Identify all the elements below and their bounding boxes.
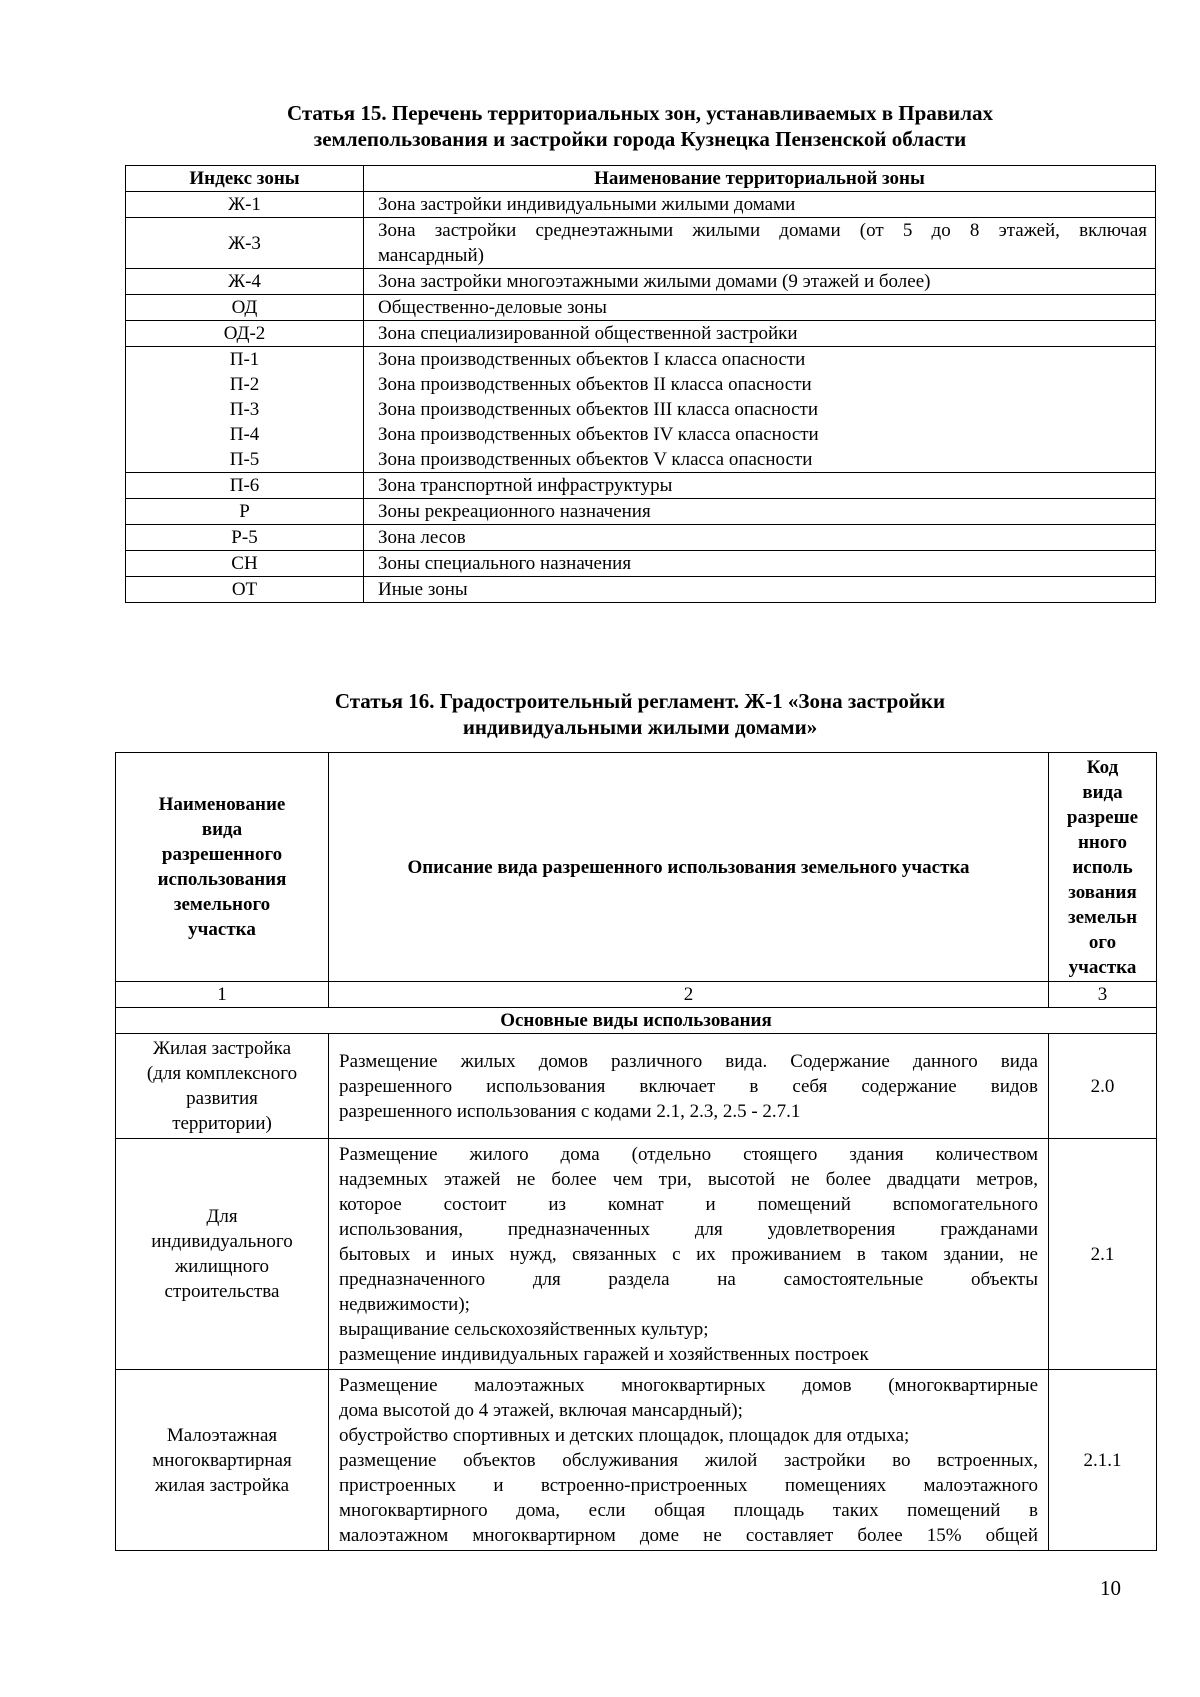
zone-name: Зона производственных объектов V класса опасности bbox=[378, 449, 813, 470]
page-number: 10 bbox=[1100, 1576, 1121, 1600]
zones-table bbox=[125, 165, 1156, 603]
header-line: участка bbox=[188, 919, 256, 940]
table-row bbox=[116, 1370, 1157, 1551]
description-line: дома высотой до 4 этажей, включая мансардный); bbox=[339, 1399, 743, 1421]
use-code: 2.1.1 bbox=[1049, 1370, 1157, 1551]
zone-index: Р-5 bbox=[126, 525, 364, 551]
zone-index: П-6 bbox=[126, 473, 364, 499]
article-16-title-line2: индивидуальными жилыми домами» bbox=[462, 715, 818, 739]
header-line: участка bbox=[1068, 956, 1137, 978]
description-line: Размещение жилых домов различного вида. Содержание данного вида bbox=[339, 1050, 1038, 1072]
use-name bbox=[116, 1034, 329, 1139]
description-line: многоквартирного дома, если общая площадь таких помещений в bbox=[339, 1499, 1038, 1521]
column-numbers-row bbox=[116, 982, 1157, 1008]
description-line: Размещение малоэтажных многоквартирных домов (многоквартирные bbox=[339, 1374, 1038, 1396]
use-name-line: развития bbox=[186, 1088, 258, 1109]
use-name-line: жилищного bbox=[174, 1256, 270, 1277]
zone-index: ОТ bbox=[126, 577, 364, 603]
table-row bbox=[116, 1034, 1157, 1139]
zone-name: Зоны рекреационного назначения bbox=[364, 499, 1156, 525]
header-line: использования bbox=[157, 869, 287, 890]
header-line: вида bbox=[201, 819, 243, 840]
section-row bbox=[116, 1008, 1157, 1034]
use-description bbox=[329, 1034, 1049, 1139]
use-name-line: многоквартирная bbox=[152, 1449, 292, 1471]
column-number: 1 bbox=[116, 982, 329, 1008]
regulation-table-header bbox=[116, 753, 1157, 982]
col-header-name: Наименование территориальной зоны bbox=[364, 166, 1156, 192]
use-name-line: (для комплексного bbox=[146, 1063, 298, 1084]
use-code: 2.0 bbox=[1049, 1034, 1157, 1139]
zone-index: Ж-3 bbox=[126, 218, 364, 269]
header-line: Наименование bbox=[158, 794, 286, 815]
zone-name: Общественно-деловые зоны bbox=[364, 295, 1156, 321]
description-line: пристроенных и встроенно-пристроенных помещениях малоэтажного bbox=[339, 1474, 1038, 1496]
zone-name bbox=[364, 218, 1156, 269]
article-15-title bbox=[125, 100, 1155, 152]
header-line: ого bbox=[1088, 931, 1117, 953]
description-line: разрешенного использования с кодами 2.1, 2.3, 2.5 - 2.7.1 bbox=[339, 1100, 801, 1122]
zone-name: Зона транспортной инфраструктуры bbox=[364, 473, 1156, 499]
zone-name: Зона производственных объектов I класса опасности bbox=[378, 349, 806, 370]
zone-index: ОД-2 bbox=[126, 321, 364, 347]
table-row bbox=[126, 269, 1156, 295]
use-name-line: Для bbox=[206, 1206, 238, 1227]
zone-name: Зона застройки индивидуальными жилыми домами bbox=[364, 192, 1156, 218]
table-row bbox=[126, 551, 1156, 577]
use-name-line: Жилая застройка bbox=[152, 1038, 292, 1059]
use-description bbox=[329, 1370, 1049, 1551]
header-line: земельн bbox=[1067, 906, 1138, 928]
table-row bbox=[126, 577, 1156, 603]
zone-name: Зона застройки многоэтажными жилыми домами (9 этажей и более) bbox=[364, 269, 1156, 295]
zone-name: Зоны специального назначения bbox=[364, 551, 1156, 577]
zone-index: П-3 bbox=[229, 399, 260, 420]
zone-index: П-4 bbox=[229, 424, 260, 445]
zone-index: П-1 bbox=[229, 349, 260, 370]
zone-index: П-2 bbox=[229, 374, 260, 395]
description-line: предназначенного для раздела на самостоятельные объекты bbox=[339, 1268, 1038, 1290]
header-line: разреше bbox=[1066, 806, 1139, 828]
table-row bbox=[126, 347, 1156, 473]
header-line: нного bbox=[1077, 831, 1128, 853]
description-line: надземных этажей не более чем три, высотой не более двадцати метров, bbox=[339, 1168, 1038, 1190]
col-header-index: Индекс зоны bbox=[126, 166, 364, 192]
section-title: Основные виды использования bbox=[116, 1008, 1157, 1034]
regulation-table bbox=[115, 752, 1157, 1551]
zone-name: Зона специализированной общественной застройки bbox=[364, 321, 1156, 347]
zone-name-line: мансардный) bbox=[378, 245, 484, 266]
zone-index: Ж-4 bbox=[126, 269, 364, 295]
table-row bbox=[126, 321, 1156, 347]
zone-name: Зона производственных объектов III класса опасности bbox=[378, 399, 818, 420]
use-name-line: жилая застройка bbox=[154, 1474, 290, 1496]
zone-name: Иные зоны bbox=[364, 577, 1156, 603]
use-name bbox=[116, 1139, 329, 1370]
zone-name: Зона производственных объектов IV класса опасности bbox=[378, 424, 819, 445]
zone-index: ОД bbox=[126, 295, 364, 321]
zone-index-group bbox=[126, 347, 364, 473]
description-line: размещение объектов обслуживания жилой застройки во встроенных, bbox=[339, 1449, 1038, 1471]
zone-name-group bbox=[364, 347, 1156, 473]
zone-index: П-5 bbox=[229, 449, 260, 470]
article-15-title-line2: землепользования и застройки города Кузнецка Пензенской области bbox=[313, 127, 967, 151]
table-row bbox=[126, 295, 1156, 321]
zone-index: Р bbox=[126, 499, 364, 525]
description-line: которое состоит из комнат и помещений вспомогательного bbox=[339, 1193, 1038, 1215]
table-row bbox=[126, 525, 1156, 551]
header-line: разрешенного bbox=[161, 844, 283, 865]
zone-name-line: Зона застройки среднеэтажными жилыми домами (от 5 до 8 этажей, включая bbox=[378, 220, 1147, 241]
table-row bbox=[126, 192, 1156, 218]
use-name bbox=[116, 1370, 329, 1551]
description-line: размещение индивидуальных гаражей и хозяйственных построек bbox=[339, 1343, 869, 1365]
table-row bbox=[126, 218, 1156, 269]
description-line: выращивание сельскохозяйственных культур; bbox=[339, 1318, 709, 1340]
header-line: Код bbox=[1086, 756, 1119, 778]
column-number: 2 bbox=[329, 982, 1049, 1008]
description-line: использования, предназначенных для удовлетворения гражданами bbox=[339, 1218, 1038, 1240]
article-15-title-line1: Статья 15. Перечень территориальных зон, устанавливаемых в Правилах bbox=[286, 101, 994, 125]
use-name-line: территории) bbox=[172, 1113, 272, 1134]
table-row bbox=[126, 473, 1156, 499]
col-header-description: Описание вида разрешенного использования земельного участка bbox=[329, 753, 1049, 982]
header-line: вида bbox=[1082, 781, 1123, 803]
table-row bbox=[126, 499, 1156, 525]
description-line: бытовых и иных нужд, связанных с их проживанием в таком здании, не bbox=[339, 1243, 1038, 1265]
article-16-title bbox=[125, 688, 1155, 740]
header-line: земельного bbox=[173, 894, 271, 915]
use-name-line: индивидуального bbox=[151, 1231, 293, 1252]
zone-index: СН bbox=[126, 551, 364, 577]
description-line: обустройство спортивных и детских площадок, площадок для отдыха; bbox=[339, 1424, 910, 1446]
zone-name: Зона лесов bbox=[364, 525, 1156, 551]
table-row bbox=[116, 1139, 1157, 1370]
description-line: малоэтажном многоквартирном доме не составляет более 15% общей bbox=[339, 1524, 1038, 1546]
col-header-code bbox=[1049, 753, 1157, 982]
use-code: 2.1 bbox=[1049, 1139, 1157, 1370]
zone-name: Зона производственных объектов II класса опасности bbox=[378, 374, 812, 395]
column-number: 3 bbox=[1049, 982, 1157, 1008]
description-line: разрешенного использования включает в себя содержание видов bbox=[339, 1075, 1038, 1097]
zone-index: Ж-1 bbox=[126, 192, 364, 218]
description-line: Размещение жилого дома (отдельно стоящего здания количеством bbox=[339, 1143, 1038, 1165]
description-line: недвижимости); bbox=[339, 1293, 470, 1315]
header-line: зования bbox=[1068, 881, 1137, 903]
col-header-use-name bbox=[116, 753, 329, 982]
use-description bbox=[329, 1139, 1049, 1370]
use-name-line: строительства bbox=[164, 1281, 280, 1302]
article-16-title-line1: Статья 16. Градостроительный регламент. Ж-1 «Зона застройки bbox=[334, 689, 946, 713]
header-line: исполь bbox=[1072, 856, 1133, 878]
use-name-line: Малоэтажная bbox=[166, 1424, 278, 1446]
zones-table-header bbox=[126, 166, 1156, 192]
